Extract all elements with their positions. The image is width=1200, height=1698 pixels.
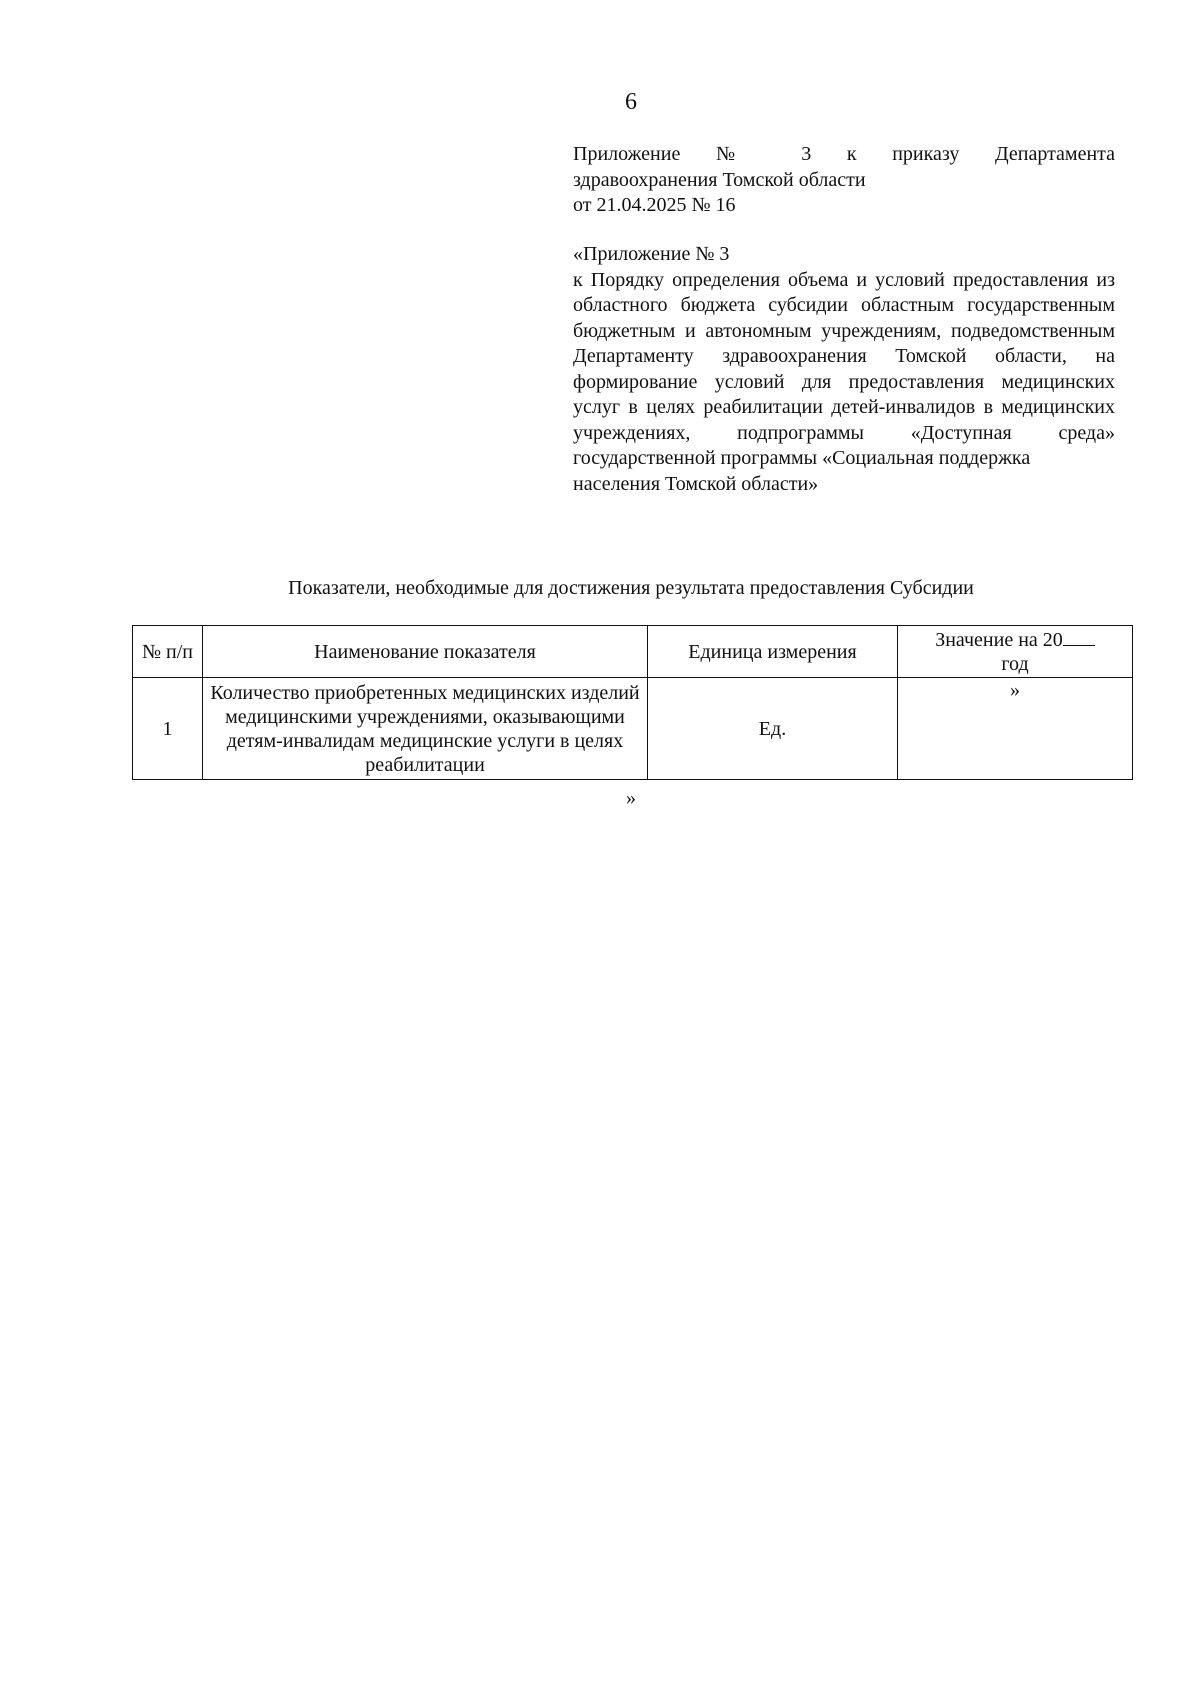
row-unit: Ед. <box>648 678 898 780</box>
row-number: 1 <box>133 678 203 780</box>
appendix-word: № 3 <box>715 143 812 165</box>
page-number: 6 <box>625 89 637 115</box>
appendix-header-line-1 <box>573 142 1115 168</box>
header-value-prefix: Значение на 20 <box>935 629 1063 651</box>
header-number: № п/п <box>133 626 203 678</box>
indicators-table <box>132 625 1133 780</box>
appendix-word: Департамента <box>994 143 1116 165</box>
table-header-row <box>133 626 1133 678</box>
row-name: Количество приобретенных медицинских изделий медицинскими учреждениями, оказывающими детям-инвалидам медицинские услуги в целях реабилитации <box>203 678 648 780</box>
appendix-original-last-line: населения Томской области» <box>573 472 819 495</box>
appendix-word: приказу <box>892 143 960 165</box>
header-value <box>898 626 1133 678</box>
closing-quote: » <box>626 787 636 809</box>
year-blank-line <box>1063 627 1095 646</box>
appendix-original-block <box>573 242 1115 497</box>
table-title: Показатели, необходимые для достижения результата предоставления Субсидии <box>288 577 974 599</box>
appendix-word: Приложение <box>573 143 681 165</box>
header-value-suffix: год <box>1001 653 1029 675</box>
header-unit: Единица измерения <box>648 626 898 678</box>
row-value: » <box>898 678 1133 780</box>
appendix-header-date: от 21.04.2025 № 16 <box>573 194 736 216</box>
table-row <box>133 678 1133 780</box>
appendix-original-title: «Приложение № 3 <box>573 243 730 265</box>
appendix-header-line-2: здравоохранения Томской области <box>573 168 866 191</box>
appendix-original-body: к Порядку определения объема и условий предоставления из областного бюджета субсидии областным государственным бюджетным и автономным учреждениям, подведомственным Департаменту здравоохранения Томской области, на формирование условий для предоставления медицинских услуг в целях реабилитации детей-инвалидов в медицинских учреждениях, подпрограммы «Доступная среда» государственной программы «Социальная поддержка <box>573 268 1115 469</box>
appendix-header <box>573 142 1115 219</box>
header-name: Наименование показателя <box>203 626 648 678</box>
appendix-word: к <box>846 143 857 165</box>
